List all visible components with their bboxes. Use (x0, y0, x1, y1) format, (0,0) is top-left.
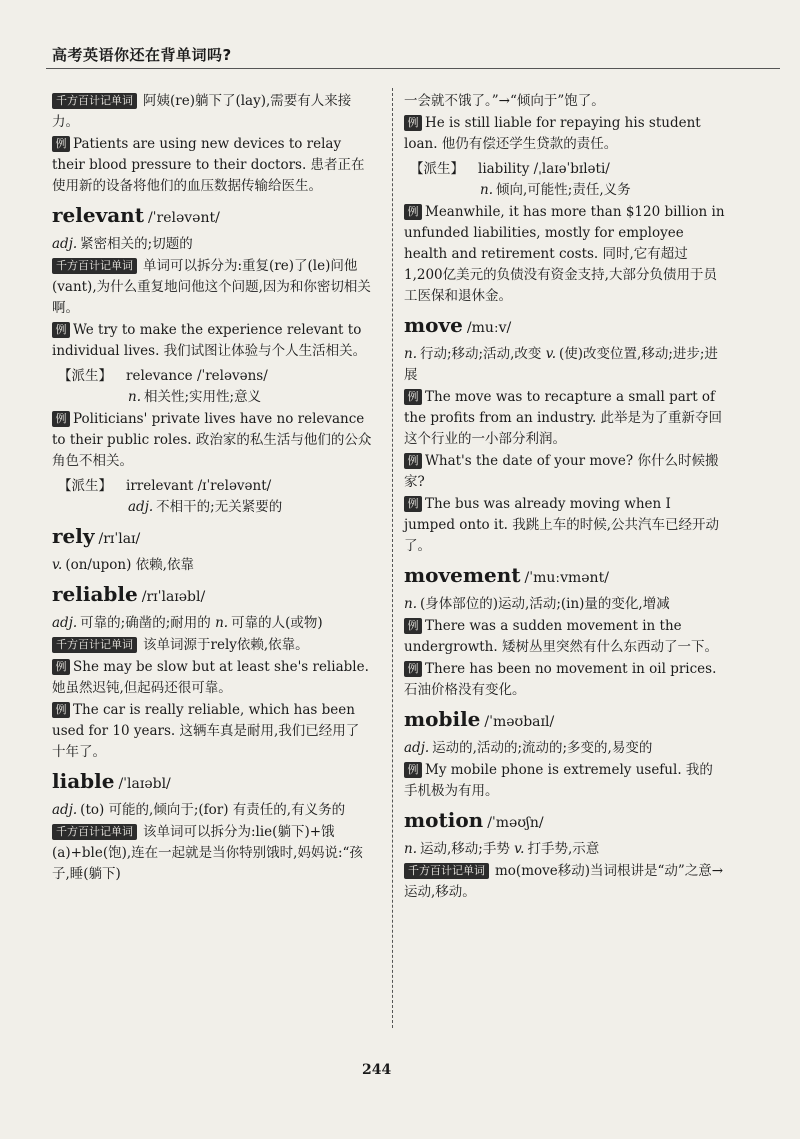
example-icon: 例 (404, 496, 422, 512)
phonetic: /muːv/ (466, 320, 512, 336)
entry-example (52, 657, 372, 699)
example-text: There was a sudden movement in the undergrowth. 矮树丛里突然有什么东西动了一下。 (404, 618, 718, 655)
derivative-definition (128, 387, 372, 408)
derivative-tag: 【派生】 (58, 368, 112, 384)
example-icon: 例 (52, 659, 70, 675)
entry-example (52, 409, 372, 472)
derivative-definition (128, 497, 372, 518)
headword-liable (52, 767, 372, 798)
definition (404, 344, 726, 386)
entry-example (52, 700, 372, 763)
example-text: Patients are using new devices to relay their blood pressure to their doctors. 患者正在使用新的设备将他们的血压数据传输给医生。 (52, 136, 365, 194)
header-rule (46, 68, 780, 69)
part-of-speech: v. (514, 841, 525, 857)
phonetic: /ˈməʊbaɪl/ (484, 714, 555, 730)
example-icon: 例 (404, 618, 422, 634)
definition-text: 相关性;实用性;意义 (144, 389, 262, 405)
part-of-speech: n. (404, 841, 417, 857)
example-icon: 例 (404, 453, 422, 469)
phonetic: /ˈreləvənt/ (147, 210, 220, 226)
derivative-word: irrelevant /ɪˈreləvənt/ (126, 478, 272, 494)
phonetic: /rɪˈlaɪ/ (98, 531, 141, 547)
headword-rely (52, 522, 372, 553)
headword-move (404, 311, 726, 342)
phonetic: /ˈlaɪəbl/ (118, 776, 171, 792)
headword: motion (404, 808, 484, 832)
example-text: The car is really reliable, which has been used for 10 years. 这辆车真是耐用,我们已经用了十年了。 (52, 702, 360, 760)
entry-example (404, 387, 726, 450)
headword-motion (404, 806, 726, 837)
memory-badge: 千方百计记单词 (404, 863, 489, 879)
entry-example (404, 760, 726, 802)
page-number: 244 (362, 1062, 392, 1078)
example-text: The bus was already moving when I jumped onto it. 我跳上车的时候,公共汽车已经开动了。 (404, 496, 720, 554)
definition-text: 紧密相关的;切题的 (80, 236, 193, 252)
example-icon: 例 (404, 762, 422, 778)
entry-memory (52, 91, 372, 133)
example-text: What's the date of your move? 你什么时候搬家? (404, 453, 719, 490)
memory-badge: 千方百计记单词 (52, 637, 137, 653)
definition-text: 可靠的;确凿的;耐用的 (80, 615, 211, 631)
example-icon: 例 (52, 322, 70, 338)
derivative-block (58, 476, 372, 497)
example-text: Politicians' private lives have no relevance to their public roles. 政治家的私生活与他们的公众角色不相关。 (52, 411, 372, 469)
definition-text: (on/upon) 依赖,依靠 (65, 557, 194, 573)
right-column (404, 90, 726, 904)
example-icon: 例 (404, 661, 422, 677)
part-of-speech: n. (404, 346, 417, 362)
part-of-speech: adj. (52, 236, 78, 252)
definition-text: (使)改变位置,移动;进步;进展 (404, 346, 718, 383)
headword: reliable (52, 582, 138, 606)
phonetic: /ˈməʊʃn/ (487, 815, 544, 831)
definition (52, 800, 372, 821)
example-text: Meanwhile, it has more than $120 billion in unfunded liabilities, mostly for employee health and retirement costs. 同时,它有超过1,200亿美元的负债没有资金支持,大部分负债用于员工医保和退休金。 (404, 204, 725, 304)
memory-text: mo(move移动)当词根讲是“动”之意→运动,移动。 (404, 863, 724, 900)
part-of-speech: v. (545, 346, 557, 362)
example-icon: 例 (404, 389, 422, 405)
headword-reliable (52, 580, 372, 611)
definition-text: 不相干的;无关紧要的 (156, 499, 283, 515)
derivative-word: relevance /ˈreləvəns/ (126, 368, 268, 384)
definition (404, 839, 726, 860)
definition-text: 可靠的人(或物) (231, 615, 323, 631)
part-of-speech: v. (52, 557, 63, 573)
entry-example (404, 451, 726, 493)
example-icon: 例 (404, 204, 422, 220)
definition-text: 运动的,活动的;流动的;多变的,易变的 (432, 740, 653, 756)
example-icon: 例 (52, 136, 70, 152)
part-of-speech: n. (480, 182, 493, 198)
example-text: My mobile phone is extremely useful. 我的手机极为有用。 (404, 762, 713, 799)
memory-badge: 千方百计记单词 (52, 824, 137, 840)
part-of-speech: adj. (128, 499, 154, 515)
entry-example (404, 616, 726, 658)
definition-text: 行动;移动;活动,改变 (420, 346, 542, 362)
example-text: There has been no movement in oil prices. 石油价格没有变化。 (404, 661, 717, 698)
part-of-speech: adj. (52, 615, 78, 631)
entry-example (52, 320, 372, 362)
definition (404, 738, 726, 759)
phonetic: /rɪˈlaɪəbl/ (141, 589, 206, 605)
example-icon: 例 (52, 702, 70, 718)
part-of-speech: n. (128, 389, 141, 405)
entry-example (404, 202, 726, 307)
headword: relevant (52, 203, 144, 227)
definition-text: (身体部位的)运动,活动;(in)量的变化,增减 (420, 596, 670, 612)
headword-mobile (404, 705, 726, 736)
phonetic: /ˈmuːvmənt/ (524, 570, 609, 586)
memory-text: 该单词可以拆分为:lie(躺下)+饿(a)+ble(饱),连在一起就是当你特别饿时,妈妈说:“孩子,睡(躺下) (52, 824, 363, 882)
definition (404, 594, 726, 615)
definition-text: 打手势,示意 (527, 841, 600, 857)
derivative-word: liability /ˌlaɪəˈbɪləti/ (478, 161, 610, 177)
entry-example (404, 494, 726, 557)
example-text: The move was to recapture a small part of the profits from an industry. 此举是为了重新夺回这个行业的一小部分利润。 (404, 389, 723, 447)
entry-memory (52, 256, 372, 319)
definition-text: 运动,移动;手势 (420, 841, 510, 857)
left-column (52, 90, 372, 886)
memory-text: 阿姨(re)躺下了(lay),需要有人来接力。 (52, 93, 352, 130)
column-divider (392, 88, 393, 1028)
memory-continuation: 一会就不饿了。”→“倾向于”饱了。 (404, 93, 605, 109)
example-icon: 例 (404, 115, 422, 131)
headword: mobile (404, 707, 481, 731)
entry-example (404, 659, 726, 701)
entry-memory (52, 822, 372, 885)
definition (52, 613, 372, 634)
derivative-block (58, 366, 372, 387)
entry-memory (52, 635, 372, 656)
headword: rely (52, 524, 95, 548)
memory-text: 单词可以拆分为:重复(re)了(le)问他(vant),为什么重复地问他这个问题,因为和你密切相关啊。 (52, 258, 371, 316)
part-of-speech: n. (215, 615, 229, 631)
headword: move (404, 313, 463, 337)
memory-text: 该单词源于rely依赖,依靠。 (143, 637, 309, 653)
definition (52, 555, 372, 576)
entry-example (52, 134, 372, 197)
part-of-speech: n. (404, 596, 417, 612)
memory-badge: 千方百计记单词 (52, 258, 137, 274)
definition (52, 234, 372, 255)
part-of-speech: adj. (52, 802, 78, 818)
part-of-speech: adj. (404, 740, 430, 756)
headword: liable (52, 769, 115, 793)
running-header: 高考英语你还在背单词吗? (52, 46, 232, 64)
headword: movement (404, 563, 521, 587)
headword-relevant (52, 201, 372, 232)
headword-movement (404, 561, 726, 592)
entry-memory (404, 861, 726, 903)
entry-example (404, 113, 726, 155)
derivative-tag: 【派生】 (410, 161, 464, 177)
example-icon: 例 (52, 411, 70, 427)
memory-badge: 千方百计记单词 (52, 93, 137, 109)
example-text: We try to make the experience relevant to individual lives. 我们试图让体验与个人生活相关。 (52, 322, 367, 359)
example-text: He is still liable for repaying his student loan. 他仍有偿还学生贷款的责任。 (404, 115, 701, 152)
definition-text: 倾向,可能性;责任,义务 (496, 182, 631, 198)
derivative-definition (480, 180, 726, 201)
definition-text: (to) 可能的,倾向于;(for) 有责任的,有义务的 (80, 802, 346, 818)
example-text: She may be slow but at least she's reliable. 她虽然迟钝,但起码还很可靠。 (52, 659, 369, 696)
derivative-tag: 【派生】 (58, 478, 112, 494)
derivative-block (410, 159, 726, 180)
